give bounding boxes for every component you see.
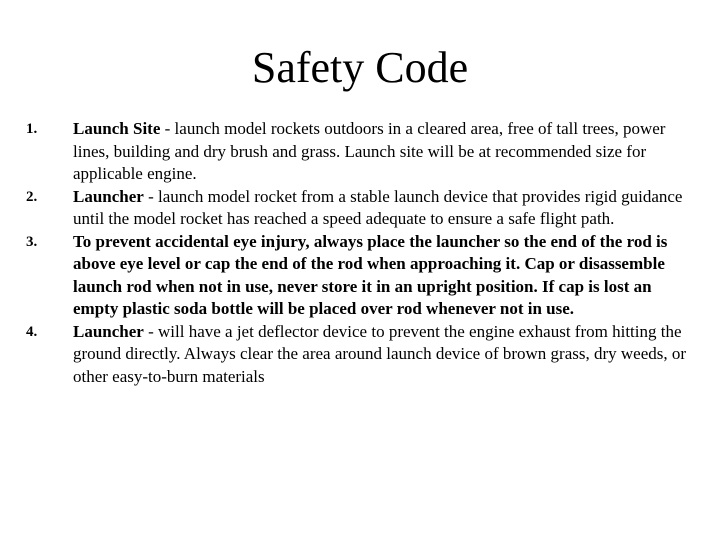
rule-body: - launch model rocket from a stable launch device that provides rigid guidance until the model rocket has reached a speed adequate to ensure a safe flight path. [73,186,683,228]
rule-body: To prevent accidental eye injury, always place the launcher so the end of the rod is above eye level or cap the end of the rod when approaching it. Cap or disassemble launch rod when not in use, never store it in an upright position. If cap is lost an empty plastic soda bottle will be placed over rod whenever not in use. [73,231,668,318]
rule-text [73,231,693,321]
rule-lead: Launcher [73,186,144,206]
rule-number: 1. [26,121,38,137]
rule-body: - launch model rockets outdoors in a cleared area, free of tall trees, power lines, building and dry brush and grass. Launch site will be at recommended size for applicable engine. [73,119,666,183]
rule-lead: Launcher [73,321,144,341]
rule-text [73,321,693,389]
list-item-eye-injury [0,231,720,321]
list-item-launch-site [0,118,720,186]
rule-text [73,186,693,231]
rule-text [73,118,693,186]
rule-body: - will have a jet deflector device to prevent the engine exhaust from hitting the ground directly. Always clear the area around launch device of brown grass, dry weeds, or other easy-to-burn materials [73,321,687,386]
rule-number: 4. [26,323,38,340]
list-item-launcher [0,186,720,231]
slide-title: Safety Code [251,43,469,92]
rule-number: 3. [26,233,38,250]
rule-lead: Launch Site [73,119,161,138]
safety-rules-list [0,118,720,388]
list-item-jet-deflector [0,321,720,389]
rule-number: 2. [26,188,38,205]
